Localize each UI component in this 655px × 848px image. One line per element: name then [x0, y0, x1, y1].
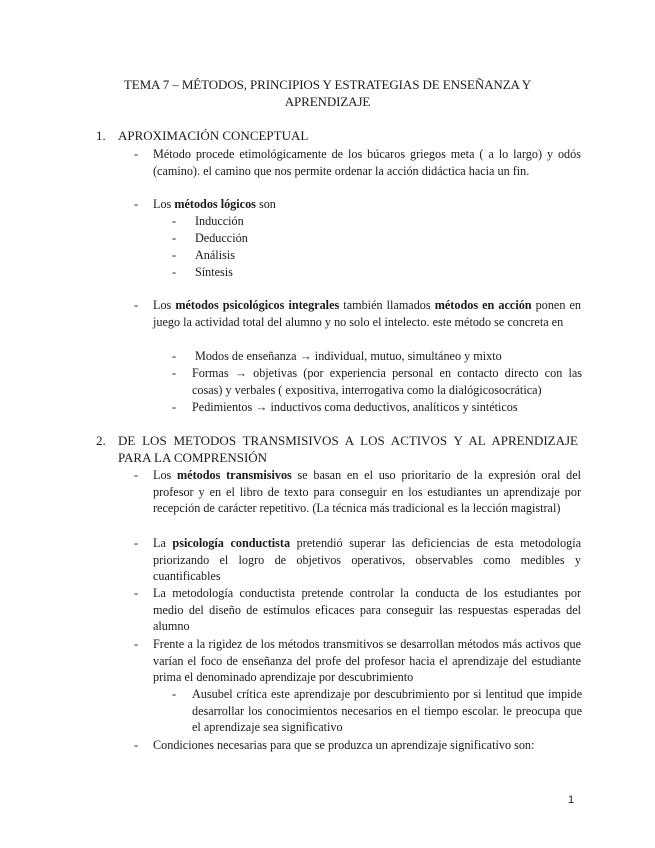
sub-bullet-dash: -: [172, 687, 177, 701]
transmissive-methods-text: Los métodos transmisivos se basan en el uso prioritario de la expresión oral del profesor y en el libro de texto para conseguir en los estudiantes un aprendizaje por recepción de carácter repetitivo. (La técnica más tradicional es la lección magistral): [153, 468, 582, 515]
logic-item-synthesis: Síntesis: [195, 265, 233, 279]
bullet-dash: -: [134, 468, 139, 482]
bold-term: métodos psicológicos integrales: [175, 298, 340, 312]
bullet-dash: -: [134, 637, 139, 651]
bullet-dash: -: [134, 197, 139, 211]
page-title: [110, 76, 545, 110]
procedures-text: Pedimientos → inductivos coma deductivos, analíticos y sintéticos: [192, 400, 518, 414]
forms-text: Formas → objetivas (por experiencia personal en contacto directo con las cosas) y verbales ( expositiva, interrogativa como la dialógicosocrática): [192, 366, 582, 397]
bold-term: métodos lógicos: [174, 197, 256, 211]
page-number: 1: [568, 794, 575, 806]
section-1-heading: [96, 127, 576, 144]
bullet-dash: -: [134, 586, 139, 600]
bold-term: psicología conductista: [172, 536, 291, 550]
bold-term: métodos en acción: [434, 298, 532, 312]
sub-bullet-dash: -: [172, 265, 177, 279]
behaviorist-psychology-text: La psicología conductista pretendió superar las deficiencias de esta metodología priorizando el logro de objetivos operativos, observables como medibles y cuantificables: [153, 536, 581, 583]
active-methods-text: Frente a la rigidez de los métodos transmitivos se desarrollan métodos más activos que varían el foco de enseñanza del profe del profesor hacia el aprendizaje del estudiante prima el denominado aprendizaje por descubrimiento: [153, 637, 581, 684]
section-1-number: 1.: [96, 128, 106, 143]
logic-item-analysis: Análisis: [195, 248, 235, 262]
section-2-title: DE LOS METODOS TRANSMISIVOS A LOS ACTIVOS Y AL APRENDIZAJE PARA LA COMPRENSIÓN: [118, 433, 578, 465]
bullet-dash: -: [134, 298, 139, 312]
section-2-heading: [96, 432, 578, 466]
section-2-number: 2.: [96, 433, 106, 448]
sub-bullet-dash: -: [172, 231, 177, 245]
significant-learning-conditions-text: Condiciones necesarias para que se produzca un aprendizaje significativo son:: [153, 738, 535, 752]
bullet-dash: -: [134, 147, 139, 161]
logical-methods-intro: Los métodos lógicos son: [153, 197, 276, 211]
logic-item-induction: Inducción: [195, 214, 244, 228]
sub-bullet-dash: -: [172, 248, 177, 262]
title-line-1: TEMA 7 – MÉTODOS, PRINCIPIOS Y ESTRATEGIAS DE ENSEÑANZA Y: [123, 77, 532, 92]
title-line-2: APRENDIZAJE: [284, 94, 371, 109]
bullet-dash: -: [134, 536, 139, 550]
sub-bullet-dash: -: [172, 366, 177, 380]
sub-bullet-dash: -: [172, 214, 177, 228]
behaviorist-methodology-text: La metodología conductista pretende controlar la conducta de los estudiantes por medio del diseño de estímulos eficaces para conseguir las respuestas esperadas del alumno: [153, 586, 581, 633]
bullet-dash: -: [134, 738, 139, 752]
section-1-title: APROXIMACIÓN CONCEPTUAL: [118, 128, 309, 143]
psychological-methods-text: Los métodos psicológicos integrales también llamados métodos en acción ponen en juego la actividad total del alumno y no solo el intelecto. este método se concreta en: [153, 298, 582, 329]
teaching-modes-text: Modos de enseñanza → individual, mutuo, simultáneo y mixto: [195, 349, 502, 363]
ausubel-critique-text: Ausubel crítica este aprendizaje por descubrimiento por si lentitud que impide desarrollar los conocimientos necesarios en el tiempo escolar. le preocupa que el aprendizaje sea significativo: [192, 687, 582, 734]
logic-item-deduction: Deducción: [195, 231, 248, 245]
sub-bullet-dash: -: [172, 400, 177, 414]
bold-term: métodos transmisivos: [177, 468, 292, 482]
sub-bullet-dash: -: [172, 349, 177, 363]
etymology-text: Método procede etimológicamente de los búcaros griegos meta ( a lo largo) y odós (camino). el camino que nos permite ordenar la acción didáctica hacia un fin.: [153, 147, 581, 178]
